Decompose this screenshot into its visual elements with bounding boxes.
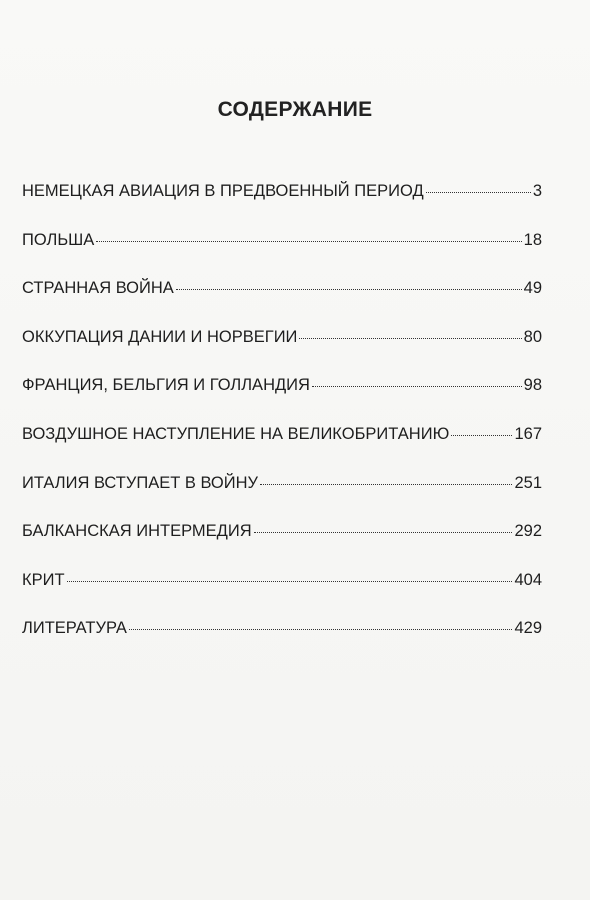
dot-leader (426, 192, 531, 193)
dot-leader (451, 435, 512, 436)
toc-entry (22, 571, 542, 620)
toc-entry (22, 231, 542, 280)
toc-entry-page: 167 (514, 424, 542, 443)
page-title: СОДЕРЖАНИЕ (217, 98, 373, 121)
toc-entry-page: 292 (514, 522, 542, 541)
toc-entry-page: 404 (514, 570, 542, 589)
dot-leader (129, 629, 513, 630)
dot-leader (260, 484, 512, 485)
toc-entry-label: ЛИТЕРАТУРА (22, 619, 127, 638)
toc-entry-label: ОККУПАЦИЯ ДАНИИ И НОРВЕГИИ (22, 327, 298, 346)
dot-leader (299, 338, 521, 339)
toc-entry-page: 98 (523, 376, 542, 395)
toc-entry (22, 279, 542, 328)
toc-entry-page: 251 (514, 473, 542, 492)
toc-entry-label: ВОЗДУШНОЕ НАСТУПЛЕНИЕ НА ВЕЛИКОБРИТАНИЮ (22, 424, 450, 443)
toc-entry (22, 474, 542, 523)
toc-entry-page: 49 (523, 279, 542, 298)
toc-entry (22, 522, 542, 571)
dot-leader (176, 289, 522, 290)
toc-entry-label: НЕМЕЦКАЯ АВИАЦИЯ В ПРЕДВОЕННЫЙ ПЕРИОД (22, 182, 424, 200)
toc-entry-label: ПОЛЬША (22, 230, 95, 249)
dot-leader (254, 532, 513, 533)
toc-entry-page: 3 (532, 182, 542, 200)
toc-entry-label: ФРАНЦИЯ, БЕЛЬГИЯ И ГОЛЛАНДИЯ (22, 376, 310, 395)
table-of-contents (22, 182, 542, 668)
toc-entry-label: КРИТ (22, 570, 65, 589)
toc-entry-page: 80 (523, 327, 542, 346)
toc-entry-label: ИТАЛИЯ ВСТУПАЕТ В ВОЙНУ (22, 473, 259, 492)
toc-entry (22, 328, 542, 377)
toc-entry (22, 425, 542, 474)
dot-leader (312, 386, 522, 387)
toc-entry-label: БАЛКАНСКАЯ ИНТЕРМЕДИЯ (22, 522, 252, 541)
toc-entry (22, 619, 542, 668)
toc-entry-page: 18 (523, 230, 542, 249)
toc-entry (22, 376, 542, 425)
toc-entry-label: СТРАННАЯ ВОЙНА (22, 279, 174, 298)
dot-leader (67, 581, 513, 582)
toc-entry (22, 182, 542, 231)
toc-entry-page: 429 (514, 619, 542, 638)
dot-leader (96, 241, 521, 242)
